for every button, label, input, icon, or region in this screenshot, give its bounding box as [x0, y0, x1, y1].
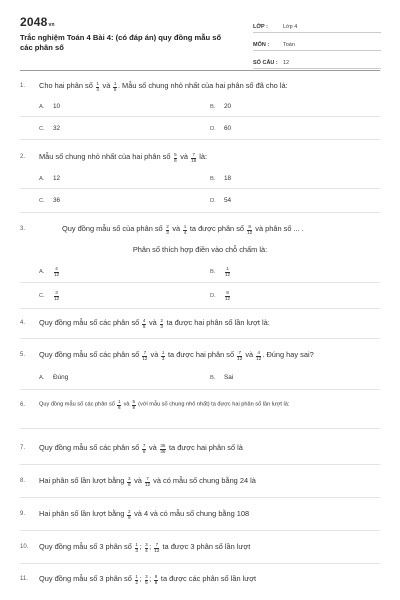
numerator: 4 [55, 266, 58, 271]
text-part: và [180, 152, 188, 161]
text-part: Quy đồng mẫu số các phân số [39, 318, 140, 327]
option-d[interactable] [210, 291, 231, 301]
denominator: 6 [117, 404, 121, 410]
option-a[interactable] [39, 267, 60, 277]
denominator: 4 [145, 548, 148, 553]
fraction [127, 477, 131, 487]
text-part: ta được hai phân số là [169, 443, 243, 452]
text-part: và [148, 443, 157, 452]
question-divider [20, 308, 380, 309]
text-part: (với mẫu số chung nhỏ nhất) ta được hai phân số lần lượt là: [138, 401, 290, 408]
question-number: 10. [20, 544, 29, 550]
question-text [39, 400, 380, 410]
fraction [154, 575, 158, 585]
meta-key: MÔN : [253, 42, 270, 48]
text-part: Quy đồng mẫu số 3 phân số [39, 574, 132, 583]
denominator: 6 [142, 449, 146, 454]
question-number: 5. [20, 352, 26, 358]
question-number: 7. [20, 445, 26, 451]
option-label: A. [39, 104, 45, 110]
fraction [225, 291, 230, 301]
option-value: 20 [224, 103, 232, 110]
question-text [39, 574, 380, 586]
numerator: 35 [160, 443, 166, 449]
fraction [113, 82, 117, 92]
option-label: B. [210, 268, 216, 275]
fraction [132, 400, 136, 410]
question-divider [20, 338, 380, 339]
denominator: 3 [160, 324, 163, 329]
denominator: 8 [127, 482, 131, 487]
numerator: 7 [238, 350, 241, 356]
question-divider [20, 428, 380, 429]
question-number: 11. [20, 576, 28, 582]
option-d[interactable] [210, 125, 231, 132]
denominator: 12 [256, 356, 262, 361]
text-part: . Mẫu số chung nhỏ nhất của hai phân số đã cho là: [117, 81, 288, 90]
option-label: D. [210, 292, 216, 299]
question-text [39, 443, 380, 455]
option-a[interactable] [39, 175, 60, 182]
option-c[interactable] [39, 125, 60, 132]
fraction [135, 542, 142, 553]
numerator: 8 [226, 290, 229, 295]
denominator: 5 [145, 580, 148, 585]
fraction [54, 291, 59, 301]
meta-value: Toán [283, 42, 295, 48]
question-divider [20, 497, 380, 498]
option-divider [20, 188, 380, 189]
fraction [96, 82, 100, 92]
text-part: ; [149, 574, 152, 583]
text-part: và [245, 350, 254, 359]
option-c[interactable] [39, 291, 60, 301]
numerator: 4 [257, 350, 261, 356]
denominator: 36 [160, 449, 166, 454]
text-part: Cho hai phân số [39, 81, 93, 90]
question-number: 1. [20, 83, 26, 89]
text-part: và [123, 401, 130, 408]
meta-value: 12 [283, 60, 290, 66]
numerator: 1 [226, 266, 229, 271]
question-text [39, 350, 380, 362]
text-part: và [150, 350, 159, 359]
text-part: Hai phân số lần lượt bằng [39, 476, 125, 485]
option-b[interactable] [210, 374, 233, 381]
question-number: 4. [20, 320, 26, 326]
text-part: ; [139, 542, 142, 551]
text-part: ta được hai phân số lần lượt là: [166, 318, 270, 327]
text-part: và phân số ... . [255, 224, 304, 233]
meta-subject-row [253, 33, 381, 51]
text-part: ta được các phân số lần lượt [160, 574, 257, 583]
fraction [256, 351, 261, 361]
option-divider [20, 116, 380, 117]
fraction [225, 267, 230, 277]
numerator: 7 [192, 152, 195, 158]
numerator: 8 [248, 224, 251, 230]
numerator: 7 [142, 443, 146, 449]
numerator: 4 [142, 318, 146, 324]
option-d[interactable] [210, 197, 231, 204]
denominator: 12 [225, 295, 231, 301]
denominator: 3 [135, 548, 138, 553]
option-label: D. [210, 198, 216, 204]
text-part: Quy đồng mẫu số các phân số [39, 443, 140, 452]
fraction [154, 543, 159, 553]
text-part: ; [149, 542, 152, 551]
option-value: Sai [224, 374, 234, 381]
denominator: 18 [191, 158, 197, 163]
question-divider [20, 563, 380, 564]
question-text [39, 318, 380, 330]
text-part: là: [199, 152, 208, 161]
denominator: 12 [237, 356, 243, 361]
option-label: A. [39, 176, 45, 182]
question-divider [20, 530, 380, 531]
question-number: 2. [20, 154, 26, 160]
text-part: và [172, 224, 181, 233]
fraction [127, 510, 131, 520]
option-label: D. [210, 126, 216, 132]
text-part: Quy đồng mẫu số các phân số [39, 350, 140, 359]
numerator: 1 [183, 224, 187, 230]
numerator: 2 [160, 318, 163, 324]
denominator: 3 [161, 356, 165, 361]
option-b[interactable] [210, 103, 231, 110]
denominator: 8 [132, 404, 136, 410]
text-part: . Đúng hay sai? [262, 350, 314, 359]
fraction [117, 400, 121, 410]
numerator: 3 [145, 542, 148, 548]
fraction [160, 319, 164, 329]
site-logo[interactable] [20, 15, 55, 29]
fraction [145, 574, 152, 585]
question-number: 9. [20, 511, 26, 517]
option-value: Đúng [53, 374, 69, 381]
text-part: và có mẫu số chung bằng 24 là [153, 476, 256, 485]
denominator: 4 [183, 230, 187, 235]
fraction [166, 225, 170, 235]
fraction [145, 477, 150, 487]
numerator: 1 [117, 399, 121, 404]
numerator: 5 [132, 399, 136, 404]
option-b[interactable] [210, 175, 231, 182]
option-value: 32 [53, 125, 61, 132]
text-part: và [134, 476, 142, 485]
text-part: và 4 và có mẫu số chung bằng 108 [134, 509, 250, 518]
question-text [39, 509, 380, 521]
fraction [161, 351, 165, 361]
fraction [160, 444, 166, 454]
logo-suffix: vn [48, 22, 55, 28]
text-part: Quy đồng mẫu số các phân số [39, 401, 115, 408]
option-b[interactable] [210, 267, 231, 277]
question-divider [20, 139, 380, 140]
text-part: Mẫu số chung nhỏ nhất của hai phân số [39, 152, 171, 161]
numerator: 3 [127, 476, 131, 482]
fraction [191, 153, 196, 163]
option-c[interactable] [39, 197, 60, 204]
denominator: 5 [142, 324, 146, 329]
option-value: 18 [224, 175, 232, 182]
numerator: 7 [146, 476, 149, 482]
denominator: 12 [142, 356, 148, 361]
text-part: ; [139, 574, 142, 583]
text-part: Quy đồng mẫu số của phân số [62, 224, 163, 233]
option-value: 36 [53, 197, 61, 204]
option-value: 12 [53, 175, 61, 182]
question-divider [20, 389, 380, 390]
numerator: 9 [154, 574, 158, 580]
numerator: 1 [161, 350, 165, 356]
logo-text: 2048 [20, 15, 48, 29]
option-a[interactable] [39, 103, 60, 110]
fraction [174, 153, 178, 163]
question-text [39, 81, 380, 93]
meta-key: SỐ CÂU : [253, 60, 278, 66]
option-label: B. [210, 375, 216, 381]
denominator: 8 [154, 580, 158, 585]
denominator: 12 [247, 230, 253, 235]
question-divider [20, 212, 380, 213]
denominator: 6 [174, 158, 177, 163]
numerator: 1 [113, 81, 117, 87]
numerator: 7 [155, 542, 159, 548]
question-3-subline: Phân số thích hợp điền vào chỗ chấm là: [132, 245, 268, 254]
text-part: ta được 3 phân số lần lượt [162, 542, 251, 551]
denominator: 12 [154, 548, 160, 553]
denominator: 12 [54, 271, 60, 277]
numerator: 3 [145, 574, 148, 580]
option-label: A. [39, 268, 45, 275]
fraction [247, 225, 252, 235]
meta-key: LỚP : [253, 24, 268, 30]
denominator: 9 [127, 515, 131, 520]
denominator: 2 [135, 580, 138, 585]
fraction [237, 351, 242, 361]
question-divider [20, 464, 380, 465]
option-value: 54 [224, 197, 232, 204]
question-number: 8. [20, 478, 26, 484]
numerator: 3 [55, 290, 58, 295]
denominator: 5 [113, 87, 117, 92]
option-label: C. [39, 198, 45, 204]
fraction [183, 225, 187, 235]
question-text [39, 152, 380, 164]
denominator: 12 [54, 295, 60, 301]
denominator: 4 [96, 87, 99, 92]
option-value: 10 [53, 103, 61, 110]
question-number: 3. [20, 226, 26, 232]
worksheet-meta [253, 15, 381, 69]
option-a[interactable] [39, 374, 68, 381]
option-label: B. [210, 104, 216, 110]
fraction [142, 351, 147, 361]
numerator: 1 [135, 574, 138, 580]
numerator: 1 [96, 81, 99, 87]
text-part: và [148, 318, 157, 327]
fraction [142, 444, 146, 454]
option-label: A. [39, 375, 45, 381]
worksheet-title: Trắc nghiệm Toán 4 Bài 4: (có đáp án) quy đồng mẫu số các phân số [20, 33, 222, 52]
denominator: 3 [166, 230, 169, 235]
meta-count-row [253, 51, 381, 69]
numerator: 2 [166, 224, 169, 230]
numerator: 1 [135, 542, 138, 548]
header-divider [20, 70, 380, 71]
text-part: và [102, 81, 111, 90]
fraction [145, 542, 152, 553]
denominator: 12 [144, 482, 151, 487]
text-part: Hai phân số lần lượt bằng [39, 509, 125, 518]
fraction [54, 267, 59, 277]
option-label: B. [210, 176, 216, 182]
question-text [62, 224, 380, 236]
numerator: 5 [174, 152, 177, 158]
question-text [39, 542, 380, 554]
numerator: 7 [143, 350, 147, 356]
question-text [39, 476, 380, 488]
option-value: 60 [224, 125, 232, 132]
text-part: ta được hai phân số [168, 350, 235, 359]
fraction [135, 574, 142, 585]
numerator: 2 [127, 509, 131, 515]
text-part: Quy đồng mẫu số 3 phân số [39, 542, 132, 551]
meta-value: Lớp 4 [283, 24, 298, 30]
option-divider [20, 282, 380, 283]
text-part: ta được phân số [189, 224, 245, 233]
denominator: 12 [225, 271, 231, 277]
option-label: C. [39, 292, 45, 299]
fraction [142, 319, 146, 329]
option-label: C. [39, 126, 45, 132]
meta-grade-row [253, 15, 381, 33]
question-number: 6. [20, 402, 26, 408]
